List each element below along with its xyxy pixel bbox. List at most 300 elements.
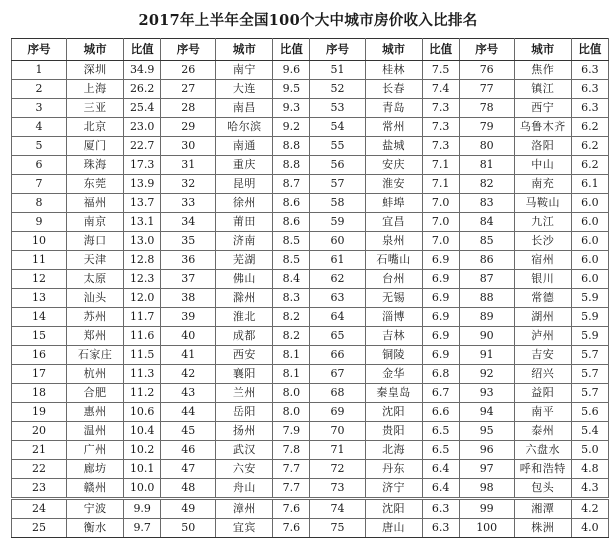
header-rank: 序号 <box>310 39 365 61</box>
table-row <box>12 422 609 441</box>
cell-rank: 32 <box>161 175 216 194</box>
cell-ratio: 11.2 <box>124 384 161 403</box>
cell-ratio: 6.9 <box>422 308 459 327</box>
cell-city: 岳阳 <box>216 403 273 422</box>
cell-rank: 51 <box>310 61 365 80</box>
table-row <box>12 80 609 99</box>
cell-city: 合肥 <box>67 384 124 403</box>
cell-ratio: 5.9 <box>571 308 608 327</box>
cell-rank: 41 <box>161 346 216 365</box>
cell-city: 汕头 <box>67 289 124 308</box>
cell-rank: 74 <box>310 499 365 519</box>
cell-city: 益阳 <box>514 384 571 403</box>
cell-city: 成都 <box>216 327 273 346</box>
table-row <box>12 251 609 270</box>
cell-ratio: 10.6 <box>124 403 161 422</box>
table-row <box>12 499 609 519</box>
cell-ratio: 10.2 <box>124 441 161 460</box>
cell-ratio: 34.9 <box>124 61 161 80</box>
cell-ratio: 6.2 <box>571 137 608 156</box>
cell-ratio: 4.2 <box>571 499 608 519</box>
ranking-table <box>11 38 609 538</box>
table-row <box>12 137 609 156</box>
cell-rank: 66 <box>310 346 365 365</box>
cell-city: 南充 <box>514 175 571 194</box>
cell-ratio: 9.6 <box>273 61 310 80</box>
cell-city: 南平 <box>514 403 571 422</box>
cell-rank: 17 <box>12 365 67 384</box>
cell-rank: 13 <box>12 289 67 308</box>
header-city: 城市 <box>216 39 273 61</box>
cell-rank: 14 <box>12 308 67 327</box>
cell-city: 杭州 <box>67 365 124 384</box>
cell-city: 唐山 <box>365 519 422 538</box>
cell-rank: 27 <box>161 80 216 99</box>
cell-city: 南京 <box>67 213 124 232</box>
cell-ratio: 8.2 <box>273 327 310 346</box>
cell-ratio: 6.5 <box>422 422 459 441</box>
table-row <box>12 403 609 422</box>
cell-ratio: 7.6 <box>273 499 310 519</box>
cell-city: 厦门 <box>67 137 124 156</box>
cell-ratio: 10.4 <box>124 422 161 441</box>
header-city: 城市 <box>514 39 571 61</box>
cell-ratio: 7.3 <box>422 99 459 118</box>
header-city: 城市 <box>67 39 124 61</box>
cell-rank: 64 <box>310 308 365 327</box>
cell-ratio: 6.8 <box>422 365 459 384</box>
cell-ratio: 6.0 <box>571 251 608 270</box>
cell-ratio: 6.3 <box>422 519 459 538</box>
cell-ratio: 6.4 <box>422 460 459 479</box>
cell-ratio: 13.7 <box>124 194 161 213</box>
cell-city: 贵阳 <box>365 422 422 441</box>
cell-ratio: 6.9 <box>422 327 459 346</box>
table-row <box>12 118 609 137</box>
cell-rank: 92 <box>459 365 514 384</box>
cell-city: 银川 <box>514 270 571 289</box>
cell-rank: 56 <box>310 156 365 175</box>
cell-ratio: 6.0 <box>571 232 608 251</box>
cell-rank: 16 <box>12 346 67 365</box>
cell-rank: 90 <box>459 327 514 346</box>
cell-rank: 72 <box>310 460 365 479</box>
cell-rank: 95 <box>459 422 514 441</box>
cell-ratio: 4.3 <box>571 479 608 499</box>
cell-ratio: 6.9 <box>422 346 459 365</box>
cell-city: 郑州 <box>67 327 124 346</box>
table-row <box>12 346 609 365</box>
cell-ratio: 8.6 <box>273 213 310 232</box>
cell-city: 淮安 <box>365 175 422 194</box>
table-row <box>12 232 609 251</box>
cell-city: 衡水 <box>67 519 124 538</box>
cell-ratio: 8.3 <box>273 289 310 308</box>
table-row <box>12 61 609 80</box>
cell-ratio: 6.0 <box>571 213 608 232</box>
cell-rank: 54 <box>310 118 365 137</box>
cell-city: 东莞 <box>67 175 124 194</box>
cell-rank: 99 <box>459 499 514 519</box>
cell-ratio: 7.9 <box>273 422 310 441</box>
cell-ratio: 23.0 <box>124 118 161 137</box>
cell-city: 上海 <box>67 80 124 99</box>
cell-rank: 11 <box>12 251 67 270</box>
cell-ratio: 13.9 <box>124 175 161 194</box>
cell-ratio: 7.0 <box>422 232 459 251</box>
cell-city: 淄博 <box>365 308 422 327</box>
cell-rank: 35 <box>161 232 216 251</box>
cell-rank: 21 <box>12 441 67 460</box>
cell-rank: 84 <box>459 213 514 232</box>
cell-city: 沈阳 <box>365 499 422 519</box>
cell-ratio: 10.0 <box>124 479 161 499</box>
cell-city: 深圳 <box>67 61 124 80</box>
cell-ratio: 8.8 <box>273 137 310 156</box>
cell-city: 广州 <box>67 441 124 460</box>
cell-rank: 87 <box>459 270 514 289</box>
cell-ratio: 22.7 <box>124 137 161 156</box>
cell-city: 莆田 <box>216 213 273 232</box>
cell-rank: 81 <box>459 156 514 175</box>
cell-ratio: 7.3 <box>422 137 459 156</box>
cell-city: 福州 <box>67 194 124 213</box>
cell-rank: 57 <box>310 175 365 194</box>
cell-rank: 76 <box>459 61 514 80</box>
cell-ratio: 26.2 <box>124 80 161 99</box>
cell-city: 温州 <box>67 422 124 441</box>
cell-ratio: 17.3 <box>124 156 161 175</box>
cell-city: 吉林 <box>365 327 422 346</box>
cell-city: 株洲 <box>514 519 571 538</box>
cell-rank: 5 <box>12 137 67 156</box>
cell-city: 焦作 <box>514 61 571 80</box>
cell-rank: 12 <box>12 270 67 289</box>
cell-rank: 36 <box>161 251 216 270</box>
table-row <box>12 194 609 213</box>
cell-ratio: 9.3 <box>273 99 310 118</box>
table-row <box>12 479 609 499</box>
header-ratio: 比值 <box>124 39 161 61</box>
cell-rank: 43 <box>161 384 216 403</box>
cell-ratio: 8.1 <box>273 365 310 384</box>
cell-rank: 67 <box>310 365 365 384</box>
cell-rank: 25 <box>12 519 67 538</box>
cell-city: 襄阳 <box>216 365 273 384</box>
cell-rank: 6 <box>12 156 67 175</box>
cell-ratio: 11.3 <box>124 365 161 384</box>
cell-ratio: 5.9 <box>571 327 608 346</box>
cell-city: 呼和浩特 <box>514 460 571 479</box>
cell-city: 镇江 <box>514 80 571 99</box>
cell-rank: 91 <box>459 346 514 365</box>
table-row <box>12 156 609 175</box>
cell-city: 哈尔滨 <box>216 118 273 137</box>
cell-city: 石家庄 <box>67 346 124 365</box>
cell-ratio: 7.1 <box>422 175 459 194</box>
cell-rank: 71 <box>310 441 365 460</box>
cell-rank: 60 <box>310 232 365 251</box>
cell-ratio: 6.2 <box>571 118 608 137</box>
table-row <box>12 213 609 232</box>
cell-ratio: 6.3 <box>571 80 608 99</box>
cell-ratio: 7.8 <box>273 441 310 460</box>
cell-city: 济宁 <box>365 479 422 499</box>
cell-ratio: 6.3 <box>571 61 608 80</box>
cell-rank: 63 <box>310 289 365 308</box>
cell-city: 徐州 <box>216 194 273 213</box>
cell-ratio: 8.8 <box>273 156 310 175</box>
cell-rank: 7 <box>12 175 67 194</box>
cell-ratio: 13.0 <box>124 232 161 251</box>
page-title: 2017年上半年全国100个大中城市房价收入比排名 <box>138 12 478 29</box>
cell-city: 六安 <box>216 460 273 479</box>
cell-rank: 49 <box>161 499 216 519</box>
cell-rank: 83 <box>459 194 514 213</box>
header-ratio: 比值 <box>422 39 459 61</box>
cell-city: 南通 <box>216 137 273 156</box>
cell-city: 佛山 <box>216 270 273 289</box>
cell-ratio: 7.6 <box>273 519 310 538</box>
cell-ratio: 7.0 <box>422 194 459 213</box>
header-rank: 序号 <box>161 39 216 61</box>
cell-ratio: 9.5 <box>273 80 310 99</box>
cell-city: 石嘴山 <box>365 251 422 270</box>
cell-city: 宿州 <box>514 251 571 270</box>
cell-city: 扬州 <box>216 422 273 441</box>
cell-ratio: 8.5 <box>273 251 310 270</box>
cell-city: 无锡 <box>365 289 422 308</box>
cell-ratio: 8.1 <box>273 346 310 365</box>
cell-city: 大连 <box>216 80 273 99</box>
cell-rank: 93 <box>459 384 514 403</box>
cell-rank: 31 <box>161 156 216 175</box>
cell-ratio: 6.0 <box>571 194 608 213</box>
cell-city: 西宁 <box>514 99 571 118</box>
cell-ratio: 7.7 <box>273 479 310 499</box>
cell-ratio: 12.0 <box>124 289 161 308</box>
cell-city: 秦皇岛 <box>365 384 422 403</box>
cell-ratio: 25.4 <box>124 99 161 118</box>
cell-city: 沈阳 <box>365 403 422 422</box>
cell-rank: 62 <box>310 270 365 289</box>
cell-city: 常德 <box>514 289 571 308</box>
cell-ratio: 7.4 <box>422 80 459 99</box>
cell-rank: 8 <box>12 194 67 213</box>
cell-rank: 3 <box>12 99 67 118</box>
cell-city: 洛阳 <box>514 137 571 156</box>
cell-rank: 97 <box>459 460 514 479</box>
cell-city: 中山 <box>514 156 571 175</box>
cell-rank: 37 <box>161 270 216 289</box>
cell-city: 武汉 <box>216 441 273 460</box>
cell-city: 湘潭 <box>514 499 571 519</box>
cell-rank: 68 <box>310 384 365 403</box>
table-row <box>12 460 609 479</box>
cell-city: 天津 <box>67 251 124 270</box>
cell-rank: 45 <box>161 422 216 441</box>
cell-rank: 46 <box>161 441 216 460</box>
cell-ratio: 10.1 <box>124 460 161 479</box>
cell-city: 西安 <box>216 346 273 365</box>
cell-rank: 50 <box>161 519 216 538</box>
cell-city: 泰州 <box>514 422 571 441</box>
cell-city: 北海 <box>365 441 422 460</box>
cell-ratio: 9.9 <box>124 499 161 519</box>
cell-rank: 75 <box>310 519 365 538</box>
cell-ratio: 11.5 <box>124 346 161 365</box>
cell-city: 泸州 <box>514 327 571 346</box>
cell-ratio: 6.7 <box>422 384 459 403</box>
cell-ratio: 5.4 <box>571 422 608 441</box>
cell-ratio: 7.0 <box>422 213 459 232</box>
cell-city: 珠海 <box>67 156 124 175</box>
table-row <box>12 308 609 327</box>
cell-city: 吉安 <box>514 346 571 365</box>
cell-rank: 2 <box>12 80 67 99</box>
cell-rank: 61 <box>310 251 365 270</box>
cell-ratio: 8.2 <box>273 308 310 327</box>
cell-rank: 15 <box>12 327 67 346</box>
cell-ratio: 5.7 <box>571 365 608 384</box>
header-ratio: 比值 <box>273 39 310 61</box>
cell-rank: 40 <box>161 327 216 346</box>
header-ratio: 比值 <box>571 39 608 61</box>
cell-ratio: 12.8 <box>124 251 161 270</box>
cell-ratio: 6.1 <box>571 175 608 194</box>
cell-rank: 1 <box>12 61 67 80</box>
header-rank: 序号 <box>459 39 514 61</box>
cell-city: 青岛 <box>365 99 422 118</box>
cell-rank: 10 <box>12 232 67 251</box>
cell-ratio: 7.7 <box>273 460 310 479</box>
cell-city: 九江 <box>514 213 571 232</box>
cell-rank: 4 <box>12 118 67 137</box>
cell-rank: 42 <box>161 365 216 384</box>
cell-rank: 65 <box>310 327 365 346</box>
cell-ratio: 8.7 <box>273 175 310 194</box>
cell-ratio: 7.5 <box>422 61 459 80</box>
table-row <box>12 384 609 403</box>
cell-ratio: 5.7 <box>571 346 608 365</box>
cell-rank: 52 <box>310 80 365 99</box>
cell-city: 南宁 <box>216 61 273 80</box>
cell-city: 昆明 <box>216 175 273 194</box>
cell-ratio: 9.7 <box>124 519 161 538</box>
cell-ratio: 6.3 <box>571 99 608 118</box>
cell-rank: 69 <box>310 403 365 422</box>
cell-rank: 20 <box>12 422 67 441</box>
header-rank: 序号 <box>12 39 67 61</box>
cell-ratio: 11.7 <box>124 308 161 327</box>
cell-city: 漳州 <box>216 499 273 519</box>
cell-rank: 33 <box>161 194 216 213</box>
cell-ratio: 9.2 <box>273 118 310 137</box>
cell-rank: 18 <box>12 384 67 403</box>
table-row <box>12 519 609 538</box>
cell-rank: 22 <box>12 460 67 479</box>
table-row <box>12 365 609 384</box>
cell-rank: 98 <box>459 479 514 499</box>
cell-rank: 85 <box>459 232 514 251</box>
cell-ratio: 5.7 <box>571 384 608 403</box>
cell-rank: 24 <box>12 499 67 519</box>
cell-city: 蚌埠 <box>365 194 422 213</box>
cell-city: 淮北 <box>216 308 273 327</box>
cell-ratio: 7.1 <box>422 156 459 175</box>
cell-city: 丹东 <box>365 460 422 479</box>
cell-city: 长沙 <box>514 232 571 251</box>
cell-rank: 96 <box>459 441 514 460</box>
cell-ratio: 8.6 <box>273 194 310 213</box>
cell-rank: 26 <box>161 61 216 80</box>
table-body <box>12 61 609 538</box>
cell-ratio: 6.9 <box>422 251 459 270</box>
cell-rank: 29 <box>161 118 216 137</box>
cell-city: 泉州 <box>365 232 422 251</box>
cell-rank: 100 <box>459 519 514 538</box>
cell-city: 惠州 <box>67 403 124 422</box>
cell-city: 滁州 <box>216 289 273 308</box>
table-row <box>12 99 609 118</box>
cell-ratio: 6.9 <box>422 270 459 289</box>
cell-rank: 89 <box>459 308 514 327</box>
cell-ratio: 6.5 <box>422 441 459 460</box>
cell-city: 安庆 <box>365 156 422 175</box>
cell-city: 绍兴 <box>514 365 571 384</box>
cell-city: 金华 <box>365 365 422 384</box>
cell-city: 重庆 <box>216 156 273 175</box>
cell-ratio: 8.0 <box>273 403 310 422</box>
cell-ratio: 4.8 <box>571 460 608 479</box>
cell-city: 宜昌 <box>365 213 422 232</box>
cell-rank: 47 <box>161 460 216 479</box>
cell-ratio: 6.4 <box>422 479 459 499</box>
cell-city: 海口 <box>67 232 124 251</box>
cell-ratio: 11.6 <box>124 327 161 346</box>
cell-rank: 58 <box>310 194 365 213</box>
cell-ratio: 7.3 <box>422 118 459 137</box>
cell-city: 六盘水 <box>514 441 571 460</box>
table-row <box>12 289 609 308</box>
cell-city: 包头 <box>514 479 571 499</box>
cell-city: 三亚 <box>67 99 124 118</box>
cell-ratio: 8.4 <box>273 270 310 289</box>
cell-rank: 82 <box>459 175 514 194</box>
cell-rank: 70 <box>310 422 365 441</box>
table-header-row <box>12 39 609 61</box>
cell-rank: 80 <box>459 137 514 156</box>
cell-city: 赣州 <box>67 479 124 499</box>
cell-city: 乌鲁木齐 <box>514 118 571 137</box>
cell-ratio: 5.6 <box>571 403 608 422</box>
cell-ratio: 5.9 <box>571 289 608 308</box>
cell-rank: 23 <box>12 479 67 499</box>
cell-rank: 9 <box>12 213 67 232</box>
cell-ratio: 6.9 <box>422 289 459 308</box>
header-city: 城市 <box>365 39 422 61</box>
table-row <box>12 441 609 460</box>
cell-rank: 55 <box>310 137 365 156</box>
cell-rank: 73 <box>310 479 365 499</box>
cell-city: 盐城 <box>365 137 422 156</box>
cell-rank: 34 <box>161 213 216 232</box>
cell-ratio: 8.0 <box>273 384 310 403</box>
cell-city: 太原 <box>67 270 124 289</box>
cell-rank: 59 <box>310 213 365 232</box>
cell-ratio: 8.5 <box>273 232 310 251</box>
cell-ratio: 6.3 <box>422 499 459 519</box>
